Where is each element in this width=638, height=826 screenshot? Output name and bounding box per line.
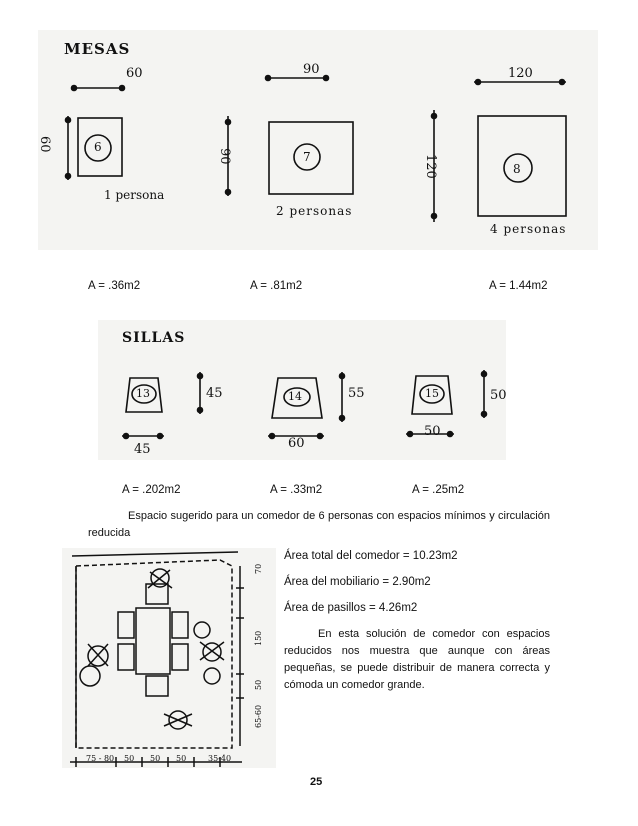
plan-side-label-1: 70 xyxy=(254,563,263,574)
dining-description xyxy=(284,626,550,694)
dining-intro-text: Espacio sugerido para un comedor de 6 personas con espacios mínimos y circulación reducida xyxy=(88,510,550,539)
table-8-area: A = 1.44m2 xyxy=(489,280,548,292)
table-6-depth-label: 60 xyxy=(37,136,52,153)
dining-plan-drawing xyxy=(62,548,276,768)
chair-14-number: 14 xyxy=(288,390,302,403)
plan-side-label-4: 65-60 xyxy=(254,704,263,728)
table-8-persons: 4 personas xyxy=(490,222,567,236)
chair-13-width-label: 45 xyxy=(134,442,151,457)
plan-bottom-label-3: 50 xyxy=(150,754,161,763)
chair-13-depth-label: 45 xyxy=(206,386,223,401)
sillas-heading: SILLAS xyxy=(122,330,186,346)
furniture-area: Área del mobiliario = 2.90m2 xyxy=(284,576,431,588)
table-6-number: 6 xyxy=(94,140,102,154)
plan-bottom-label-2: 50 xyxy=(124,754,135,763)
dining-description-text: En esta solución de comedor con espacios reducidos nos muestra que aunque con áreas pequeñas, se puede distribuir de manera correcta y cómoda un comedor grande. xyxy=(284,628,550,691)
plan-bottom-label-1: 75 - 80 xyxy=(86,754,115,763)
table-8-depth-label: 120 xyxy=(423,154,438,179)
table-6-area: A = .36m2 xyxy=(88,280,141,292)
plan-side-label-3: 50 xyxy=(254,679,263,690)
chair-13-number: 13 xyxy=(136,387,150,400)
plan-side-label-2: 150 xyxy=(254,630,263,646)
total-area: Área total del comedor = 10.23m2 xyxy=(284,550,458,562)
chair-15-number: 15 xyxy=(425,387,439,400)
dining-intro xyxy=(88,508,550,542)
aisle-area: Área de pasillos = 4.26m2 xyxy=(284,602,418,614)
table-7-area: A = .81m2 xyxy=(250,280,303,292)
table-6-width-label: 60 xyxy=(126,66,143,81)
table-7-number: 7 xyxy=(303,150,311,164)
table-7-persons: 2 personas xyxy=(276,204,353,218)
table-6-persons: 1 persona xyxy=(104,188,165,202)
table-7-width-label: 90 xyxy=(303,62,320,77)
plan-bottom-label-4: 50 xyxy=(176,754,187,763)
chair-14-width-label: 60 xyxy=(288,436,305,451)
page-number: 25 xyxy=(310,776,323,788)
chair-15-area: A = .25m2 xyxy=(412,484,465,496)
table-7-depth-label: 90 xyxy=(217,148,232,165)
table-8-number: 8 xyxy=(513,162,521,176)
chair-15-width-label: 50 xyxy=(424,424,441,439)
chair-14-area: A = .33m2 xyxy=(270,484,323,496)
chair-13-area: A = .202m2 xyxy=(122,484,181,496)
table-8-width-label: 120 xyxy=(508,66,533,81)
chair-15-depth-label: 50 xyxy=(490,388,507,403)
plan-bottom-label-5: 35-40 xyxy=(208,754,232,763)
chair-14-depth-label: 55 xyxy=(348,386,365,401)
mesas-heading: MESAS xyxy=(64,40,131,58)
